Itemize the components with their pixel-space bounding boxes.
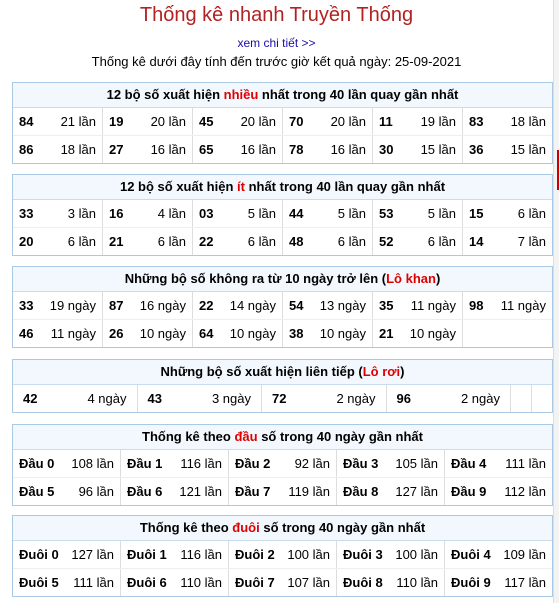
days: 10 ngày — [319, 326, 366, 341]
count: 16 lần — [240, 142, 276, 157]
number: 15 — [469, 206, 484, 221]
days: 11 ngày — [500, 298, 546, 313]
number: 16 — [109, 206, 124, 221]
dau-header — [13, 425, 552, 450]
stat-cell — [282, 228, 372, 255]
stat-cell — [13, 478, 120, 505]
most-frequent-panel — [12, 82, 553, 164]
lo-khan-panel — [12, 266, 553, 348]
stat-cell — [102, 320, 192, 347]
count: 109 lần — [503, 547, 546, 562]
count: 19 lần — [420, 114, 456, 129]
number: 86 — [19, 142, 34, 157]
days: 10 ngày — [229, 326, 276, 341]
number: 44 — [289, 206, 304, 221]
stat-row — [13, 108, 552, 135]
number: 22 — [199, 234, 214, 249]
stat-cell — [13, 320, 102, 347]
stat-cell — [137, 385, 262, 412]
count: 112 lần — [504, 484, 546, 499]
header-text: 12 bộ số xuất hiện — [119, 179, 237, 194]
number: 03 — [199, 206, 214, 221]
stat-cell — [462, 200, 552, 227]
least-frequent-header — [13, 175, 552, 200]
lo-khan-header — [13, 267, 552, 292]
count: 20 lần — [150, 114, 186, 129]
count: 100 lần — [287, 547, 330, 562]
count: 6 lần — [517, 206, 546, 221]
days: 11 ngày — [410, 298, 456, 313]
count: 6 lần — [427, 234, 456, 249]
count: 6 lần — [247, 234, 276, 249]
digit-label: Đầu 9 — [451, 484, 487, 499]
stat-cell — [13, 136, 102, 163]
stat-cell — [336, 569, 444, 596]
number: 30 — [379, 142, 394, 157]
stat-row — [13, 450, 552, 477]
count: 5 lần — [337, 206, 366, 221]
stat-cell — [13, 450, 120, 477]
number: 72 — [272, 391, 287, 406]
stat-cell — [336, 450, 444, 477]
number: 96 — [396, 391, 411, 406]
number: 43 — [147, 391, 162, 406]
days: 2 ngày — [460, 391, 500, 406]
stat-cell — [102, 108, 192, 135]
page-title: Thống kê nhanh Truyền Thống — [139, 4, 414, 26]
stat-cell — [282, 292, 372, 319]
dau-panel — [12, 424, 553, 506]
count: 110 lần — [180, 575, 222, 590]
number: 53 — [379, 206, 394, 221]
count: 5 lần — [427, 206, 456, 221]
number: 33 — [19, 298, 34, 313]
header-highlight: nhiều — [223, 87, 259, 102]
digit-label: Đầu 6 — [127, 484, 163, 499]
number: 46 — [19, 326, 34, 341]
least-frequent-panel — [12, 174, 553, 256]
stat-row — [13, 227, 552, 255]
stat-cell — [120, 569, 228, 596]
page-subtitle: Thống kê dưới đây tính đến trước giờ kết quả ngày: 25-09-2021 — [91, 54, 462, 69]
stat-cell — [282, 108, 372, 135]
stat-cell — [13, 228, 102, 255]
digit-label: Đuôi 4 — [451, 547, 491, 562]
number: 65 — [199, 142, 214, 157]
number: 98 — [469, 298, 484, 313]
number: 27 — [109, 142, 124, 157]
stat-cell — [192, 108, 282, 135]
count: 105 lần — [395, 456, 438, 471]
number: 83 — [469, 114, 484, 129]
days: 10 ngày — [139, 326, 186, 341]
days: 16 ngày — [139, 298, 186, 313]
header-text: nhất trong 40 lần quay gần nhất — [244, 179, 446, 194]
stat-cell — [386, 385, 511, 412]
count: 116 lần — [180, 547, 222, 562]
number: 14 — [469, 234, 484, 249]
stat-cell — [120, 478, 228, 505]
count: 21 lần — [60, 114, 96, 129]
days: 11 ngày — [50, 326, 96, 341]
view-details-link[interactable]: xem chi tiết >> — [237, 36, 316, 50]
number: 45 — [199, 114, 214, 129]
count: 3 lần — [67, 206, 96, 221]
header-highlight: đuôi — [232, 520, 260, 535]
stat-row — [13, 477, 552, 505]
stat-cell — [336, 541, 444, 568]
header-highlight: đầu — [234, 429, 258, 444]
count: 15 lần — [420, 142, 456, 157]
count: 127 lần — [71, 547, 114, 562]
header-text: 12 bộ số xuất hiện — [106, 87, 224, 102]
digit-label: Đầu 5 — [19, 484, 55, 499]
count: 119 lần — [288, 484, 330, 499]
scrollbar-track[interactable] — [553, 0, 559, 603]
stat-cell — [282, 200, 372, 227]
lo-roi-panel — [12, 359, 553, 413]
lo-roi-header — [13, 360, 552, 385]
stat-row — [13, 135, 552, 163]
header-text: ) — [400, 364, 405, 379]
count: 7 lần — [517, 234, 546, 249]
stat-cell — [192, 136, 282, 163]
stat-row — [13, 200, 552, 227]
number: 70 — [289, 114, 304, 129]
count: 6 lần — [157, 234, 186, 249]
count: 6 lần — [67, 234, 96, 249]
stat-cell — [261, 385, 386, 412]
stat-cell — [13, 292, 102, 319]
header-text: ) — [435, 271, 441, 286]
header-text: số trong 40 ngày gần nhất — [257, 429, 423, 444]
number: 48 — [289, 234, 304, 249]
number: 52 — [379, 234, 394, 249]
count: 117 lần — [504, 575, 546, 590]
count: 18 lần — [60, 142, 96, 157]
count: 107 lần — [287, 575, 330, 590]
header-text: số trong 40 ngày gần nhất — [259, 520, 426, 535]
count: 127 lần — [395, 484, 438, 499]
stat-cell — [192, 200, 282, 227]
stat-cell-empty — [531, 385, 552, 412]
stat-cell — [13, 385, 137, 412]
digit-label: Đầu 8 — [343, 484, 379, 499]
digit-label: Đuôi 8 — [343, 575, 383, 590]
count: 15 lần — [510, 142, 546, 157]
header-text: nhất trong 40 lần quay gần nhất — [258, 87, 459, 102]
digit-label: Đuôi 7 — [235, 575, 275, 590]
stat-cell — [13, 200, 102, 227]
count: 18 lần — [510, 114, 546, 129]
stat-cell — [282, 320, 372, 347]
stat-row — [13, 541, 552, 568]
digit-label: Đuôi 5 — [19, 575, 59, 590]
stat-cell — [336, 478, 444, 505]
stat-cell — [282, 136, 372, 163]
count: 16 lần — [150, 142, 186, 157]
stat-cell — [192, 228, 282, 255]
stat-cell — [372, 136, 462, 163]
digit-label: Đầu 3 — [343, 456, 379, 471]
days: 3 ngày — [211, 391, 251, 406]
number: 26 — [109, 326, 124, 341]
count: 20 lần — [240, 114, 276, 129]
stat-cell — [228, 478, 336, 505]
header-text: Thống kê theo — [142, 429, 235, 444]
number: 20 — [19, 234, 34, 249]
days: 14 ngày — [229, 298, 276, 313]
stat-cell — [372, 108, 462, 135]
stat-cell — [444, 478, 552, 505]
number: 54 — [289, 298, 304, 313]
stat-cell — [102, 228, 192, 255]
stat-row — [13, 319, 552, 347]
stat-row — [13, 385, 552, 412]
stat-cell — [444, 569, 552, 596]
stat-cell — [462, 292, 552, 319]
stat-row — [13, 292, 552, 319]
count: 111 lần — [505, 456, 546, 471]
stat-cell — [120, 450, 228, 477]
header-highlight: Lô rơi — [362, 364, 401, 379]
count: 16 lần — [330, 142, 366, 157]
stat-cell — [462, 136, 552, 163]
number: 11 — [379, 114, 393, 129]
stat-cell — [372, 228, 462, 255]
number: 21 — [109, 234, 124, 249]
number: 84 — [19, 114, 34, 129]
count: 116 lần — [180, 456, 222, 471]
stat-cell — [444, 450, 552, 477]
digit-label: Đuôi 2 — [235, 547, 275, 562]
number: 19 — [109, 114, 124, 129]
digit-label: Đầu 1 — [127, 456, 163, 471]
stat-cell — [228, 541, 336, 568]
duoi-header — [13, 516, 552, 541]
count: 20 lần — [330, 114, 366, 129]
number: 64 — [199, 326, 214, 341]
days: 19 ngày — [49, 298, 96, 313]
digit-label: Đuôi 1 — [127, 547, 167, 562]
stat-cell — [372, 292, 462, 319]
days: 2 ngày — [336, 391, 376, 406]
count: 111 lần — [73, 575, 114, 590]
header-highlight: Lô khan — [386, 271, 436, 286]
stat-cell — [120, 541, 228, 568]
count: 110 lần — [396, 575, 438, 590]
stat-cell — [372, 320, 462, 347]
stat-cell — [13, 108, 102, 135]
number: 42 — [23, 391, 38, 406]
count: 5 lần — [247, 206, 276, 221]
stat-cell — [462, 228, 552, 255]
count: 6 lần — [337, 234, 366, 249]
duoi-panel — [12, 515, 553, 597]
number: 78 — [289, 142, 304, 157]
stat-cell-empty — [510, 385, 531, 412]
count: 4 lần — [157, 206, 186, 221]
stat-cell — [462, 108, 552, 135]
digit-label: Đầu 4 — [451, 456, 487, 471]
stat-row — [13, 568, 552, 596]
count: 121 lần — [179, 484, 222, 499]
count: 92 lần — [294, 456, 330, 471]
count: 108 lần — [71, 456, 114, 471]
days: 13 ngày — [319, 298, 366, 313]
digit-label: Đuôi 3 — [343, 547, 383, 562]
stat-cell — [13, 569, 120, 596]
stat-cell-empty — [462, 320, 552, 347]
days: 4 ngày — [87, 391, 127, 406]
number: 87 — [109, 298, 124, 313]
number: 33 — [19, 206, 34, 221]
count: 96 lần — [78, 484, 114, 499]
stat-cell — [444, 541, 552, 568]
number: 38 — [289, 326, 304, 341]
number: 35 — [379, 298, 394, 313]
stat-cell — [192, 320, 282, 347]
digit-label: Đuôi 0 — [19, 547, 59, 562]
days: 10 ngày — [409, 326, 456, 341]
digit-label: Đầu 2 — [235, 456, 271, 471]
stat-cell — [192, 292, 282, 319]
digit-label: Đuôi 9 — [451, 575, 491, 590]
header-text: Những bộ số xuất hiện liên tiếp ( — [160, 364, 363, 379]
stat-cell — [13, 541, 120, 568]
header-highlight: ít — [237, 179, 245, 194]
stat-cell — [102, 292, 192, 319]
count: 100 lần — [395, 547, 438, 562]
header-text: Thống kê theo — [139, 520, 233, 535]
stat-cell — [102, 136, 192, 163]
digit-label: Đuôi 6 — [127, 575, 167, 590]
number: 36 — [469, 142, 484, 157]
stat-cell — [102, 200, 192, 227]
stat-cell — [372, 200, 462, 227]
header-text: Những bộ số không ra từ 10 ngày trở lên ( — [124, 271, 387, 286]
stat-cell — [228, 450, 336, 477]
digit-label: Đầu 0 — [19, 456, 55, 471]
number: 22 — [199, 298, 214, 313]
number: 21 — [379, 326, 394, 341]
most-frequent-header — [13, 83, 552, 108]
digit-label: Đầu 7 — [235, 484, 271, 499]
stat-cell — [228, 569, 336, 596]
